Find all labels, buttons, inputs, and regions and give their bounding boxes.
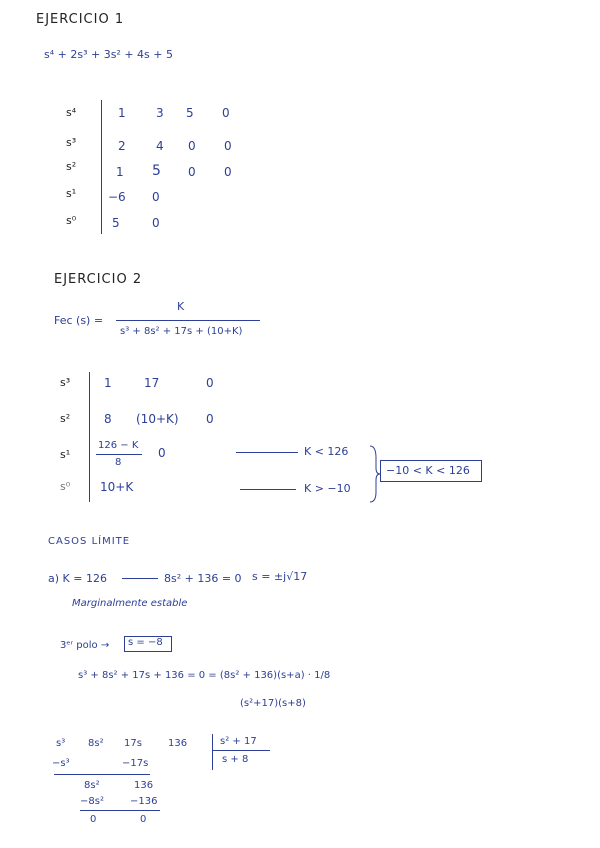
case-a-solution: s = ±j√17 bbox=[252, 570, 308, 583]
ex2-title: EJERCICIO 2 bbox=[54, 272, 143, 287]
ex1-cell: 0 bbox=[224, 139, 232, 153]
ex1-cell: 5 bbox=[186, 106, 194, 120]
ex1-title: EJERCICIO 1 bbox=[36, 12, 125, 27]
div-line bbox=[54, 774, 150, 775]
div-bracket-vertical bbox=[212, 734, 213, 770]
third-pole-label: 3ᵉʳ polo → bbox=[60, 640, 110, 651]
ex2-cell: 10+K bbox=[100, 480, 134, 494]
case-a-label: a) K = 126 bbox=[48, 572, 107, 585]
casos-title: CASOS LÍMITE bbox=[48, 536, 131, 547]
ex2-row-label: s⁰ bbox=[60, 480, 71, 493]
ex2-cell-fraction-bar bbox=[96, 454, 142, 455]
ex1-cell: 0 bbox=[224, 165, 232, 179]
ex2-cell: 1 bbox=[104, 376, 112, 390]
factor-equation-result: (s²+17)(s+8) bbox=[240, 698, 306, 709]
condition-k-lt-126: K < 126 bbox=[304, 445, 349, 458]
result-range: −10 < K < 126 bbox=[386, 464, 470, 477]
arrow-line-1 bbox=[236, 452, 298, 453]
div-line bbox=[80, 810, 160, 811]
div-term: −s³ bbox=[52, 758, 70, 769]
ex2-row-label: s¹ bbox=[60, 448, 71, 461]
divisor: s² + 17 bbox=[220, 736, 257, 747]
arrow-line-2 bbox=[240, 489, 296, 490]
fec-numerator: K bbox=[177, 300, 185, 313]
ex1-cell: 0 bbox=[152, 216, 160, 230]
fec-label: Fec (s) = bbox=[54, 314, 104, 327]
ex2-cell-denominator: 8 bbox=[115, 457, 122, 468]
ex1-cell: 0 bbox=[152, 190, 160, 204]
ex1-row-label: s⁴ bbox=[66, 106, 77, 119]
div-term: −8s² bbox=[80, 796, 104, 807]
ex2-cell: (10+K) bbox=[136, 412, 179, 426]
ex2-cell: 17 bbox=[144, 376, 160, 390]
div-term: −17s bbox=[122, 758, 149, 769]
ex2-cell: 0 bbox=[206, 412, 214, 426]
ex1-cell: 0 bbox=[188, 139, 196, 153]
fraction-bar bbox=[116, 320, 260, 321]
ex1-cell: 3 bbox=[156, 106, 164, 120]
ex1-polynomial: s⁴ + 2s³ + 3s² + 4s + 5 bbox=[44, 48, 173, 61]
fec-denominator: s³ + 8s² + 17s + (10+K) bbox=[120, 326, 243, 337]
ex1-cell: 5 bbox=[112, 216, 120, 230]
ex1-cell: 1 bbox=[118, 106, 126, 120]
div-term: 136 bbox=[168, 738, 188, 749]
div-term: 136 bbox=[134, 780, 154, 791]
ex2-row-label: s³ bbox=[60, 376, 71, 389]
ex1-cell: 0 bbox=[222, 106, 230, 120]
div-term: s³ bbox=[56, 738, 66, 749]
ex1-row-label: s³ bbox=[66, 136, 77, 149]
div-term: 17s bbox=[124, 738, 142, 749]
div-term: 0 bbox=[90, 814, 97, 825]
ex2-cell-numerator: 126 − K bbox=[98, 440, 139, 451]
div-term: 8s² bbox=[88, 738, 104, 749]
third-pole-value: s = −8 bbox=[128, 637, 163, 648]
div-term: 0 bbox=[140, 814, 147, 825]
case-a-equation: 8s² + 136 = 0 bbox=[164, 572, 242, 585]
div-term: −136 bbox=[130, 796, 158, 807]
ex1-cell: 2 bbox=[118, 139, 126, 153]
ex1-row-label: s² bbox=[66, 160, 77, 173]
ex1-row-label: s⁰ bbox=[66, 214, 77, 227]
ex1-cell: 5 bbox=[152, 163, 161, 179]
ex1-cell: 1 bbox=[116, 165, 124, 179]
condition-k-gt-minus-10: K > −10 bbox=[304, 482, 351, 495]
div-bracket-horizontal bbox=[212, 750, 270, 751]
case-a-arrow bbox=[122, 578, 158, 579]
factor-equation: s³ + 8s² + 17s + 136 = 0 = (8s² + 136)(s+a) · 1/8 bbox=[78, 670, 331, 681]
ex1-cell: 4 bbox=[156, 139, 164, 153]
ex1-cell: 0 bbox=[188, 165, 196, 179]
ex2-cell: 0 bbox=[158, 446, 166, 460]
marginal-note: Marginalmente estable bbox=[72, 598, 188, 609]
ex1-cell: −6 bbox=[108, 190, 126, 204]
quotient: s + 8 bbox=[222, 754, 249, 765]
div-term: 8s² bbox=[84, 780, 100, 791]
ex2-cell: 8 bbox=[104, 412, 112, 426]
ex1-row-label: s¹ bbox=[66, 187, 77, 200]
ex2-cell: 0 bbox=[206, 376, 214, 390]
ex2-row-label: s² bbox=[60, 412, 71, 425]
ex1-table-divider bbox=[101, 100, 102, 234]
ex2-table-divider bbox=[89, 372, 90, 502]
